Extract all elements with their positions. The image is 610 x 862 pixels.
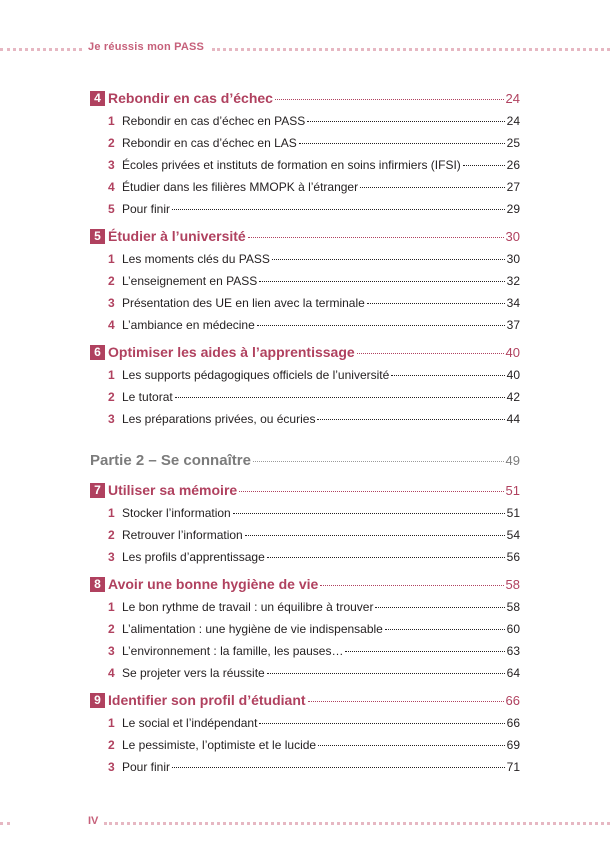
section-number: 2 bbox=[108, 390, 115, 404]
dot-leader bbox=[375, 607, 504, 608]
toc-chapter-entry[interactable] bbox=[90, 344, 520, 366]
section-label bbox=[108, 180, 358, 194]
section-page: 60 bbox=[506, 622, 520, 636]
section-page: 63 bbox=[506, 644, 520, 658]
page-folio: IV bbox=[88, 815, 99, 827]
section-page: 34 bbox=[506, 296, 520, 310]
chapter-title: Utiliser sa mémoire bbox=[108, 482, 238, 498]
section-number: 2 bbox=[108, 528, 115, 542]
toc-section-entry[interactable] bbox=[90, 202, 520, 224]
section-title: Les supports pédagogiques officiels de l’université bbox=[122, 368, 390, 382]
section-number: 2 bbox=[108, 622, 115, 636]
section-number: 4 bbox=[108, 666, 115, 680]
section-page: 66 bbox=[506, 716, 520, 730]
toc-chapter-group bbox=[90, 344, 520, 434]
toc-section-entry[interactable] bbox=[90, 506, 520, 528]
section-label bbox=[108, 136, 297, 150]
header-rule-right bbox=[212, 48, 610, 51]
toc-section-entry[interactable] bbox=[90, 114, 520, 136]
section-page: 69 bbox=[506, 738, 520, 752]
toc-chapter-group bbox=[90, 90, 520, 224]
chapter-label bbox=[90, 482, 237, 499]
footer-rule-right bbox=[104, 822, 610, 825]
section-title: Le tutorat bbox=[122, 390, 173, 404]
dot-leader bbox=[299, 143, 505, 144]
section-number: 3 bbox=[108, 412, 115, 426]
toc-section-entry[interactable] bbox=[90, 180, 520, 202]
part-title: Partie 2 – Se connaître bbox=[90, 452, 251, 469]
section-title: Le pessimiste, l’optimiste et le lucide bbox=[122, 738, 317, 752]
section-label bbox=[108, 318, 255, 332]
chapter-page: 51 bbox=[505, 483, 520, 498]
section-label bbox=[108, 738, 316, 752]
section-page: 42 bbox=[506, 390, 520, 404]
section-label bbox=[108, 528, 243, 542]
section-label bbox=[108, 716, 257, 730]
dot-leader bbox=[267, 673, 505, 674]
chapter-page: 66 bbox=[505, 693, 520, 708]
dot-leader bbox=[357, 353, 504, 354]
section-label bbox=[108, 760, 170, 774]
chapter-page: 24 bbox=[505, 91, 520, 106]
section-label bbox=[108, 390, 173, 404]
section-number: 5 bbox=[108, 202, 115, 216]
chapter-title: Optimiser les aides à l’apprentissage bbox=[108, 344, 355, 360]
toc-chapter-entry[interactable] bbox=[90, 692, 520, 714]
section-number: 1 bbox=[108, 600, 115, 614]
dot-leader bbox=[267, 557, 505, 558]
section-number: 4 bbox=[108, 318, 115, 332]
section-label bbox=[108, 368, 389, 382]
toc-section-entry[interactable] bbox=[90, 136, 520, 158]
section-title: L’enseignement en PASS bbox=[122, 274, 258, 288]
dot-leader bbox=[233, 513, 505, 514]
chapter-title: Étudier à l’université bbox=[108, 228, 246, 244]
section-number: 1 bbox=[108, 506, 115, 520]
chapter-page: 40 bbox=[505, 345, 520, 360]
toc-section-entry[interactable] bbox=[90, 716, 520, 738]
section-title: L’environnement : la famille, les pauses… bbox=[122, 644, 344, 658]
chapter-number-badge: 6 bbox=[90, 345, 105, 360]
toc-chapter-group bbox=[90, 228, 520, 340]
toc-part-2-chapters bbox=[90, 482, 520, 782]
section-number: 3 bbox=[108, 760, 115, 774]
section-title: Pour finir bbox=[122, 202, 171, 216]
toc-part-1-chapters bbox=[90, 90, 520, 434]
section-number: 2 bbox=[108, 136, 115, 150]
section-number: 4 bbox=[108, 180, 115, 194]
section-page: 30 bbox=[506, 252, 520, 266]
section-title: Stocker l’information bbox=[122, 506, 231, 520]
part-page: 49 bbox=[505, 453, 520, 468]
section-page: 71 bbox=[506, 760, 520, 774]
section-label bbox=[108, 644, 343, 658]
section-page: 27 bbox=[506, 180, 520, 194]
toc-section-entry[interactable] bbox=[90, 550, 520, 572]
section-page: 44 bbox=[506, 412, 520, 426]
toc-chapter-group bbox=[90, 692, 520, 782]
section-label bbox=[108, 252, 270, 266]
dot-leader bbox=[272, 259, 505, 260]
dot-leader bbox=[253, 461, 504, 462]
chapter-number-badge: 9 bbox=[90, 693, 105, 708]
section-label bbox=[108, 600, 373, 614]
toc-part-heading[interactable] bbox=[90, 452, 520, 478]
section-title: Pour finir bbox=[122, 760, 171, 774]
toc-section-entry[interactable] bbox=[90, 390, 520, 412]
section-label bbox=[108, 274, 257, 288]
dot-leader bbox=[345, 651, 504, 652]
section-title: Retrouver l’information bbox=[122, 528, 243, 542]
chapter-page: 30 bbox=[505, 229, 520, 244]
toc-section-entry[interactable] bbox=[90, 666, 520, 688]
section-number: 1 bbox=[108, 368, 115, 382]
dot-leader bbox=[259, 723, 504, 724]
dot-leader bbox=[307, 121, 504, 122]
section-page: 29 bbox=[506, 202, 520, 216]
dot-leader bbox=[360, 187, 505, 188]
section-number: 3 bbox=[108, 550, 115, 564]
section-title: Le social et l’indépendant bbox=[122, 716, 258, 730]
section-label bbox=[108, 622, 383, 636]
section-number: 3 bbox=[108, 644, 115, 658]
section-page: 37 bbox=[506, 318, 520, 332]
section-page: 25 bbox=[506, 136, 520, 150]
dot-leader bbox=[259, 281, 504, 282]
chapter-page: 58 bbox=[505, 577, 520, 592]
toc-chapter-entry[interactable] bbox=[90, 90, 520, 112]
dot-leader bbox=[308, 701, 504, 702]
section-page: 51 bbox=[506, 506, 520, 520]
chapter-label bbox=[90, 692, 306, 709]
toc-section-entry[interactable] bbox=[90, 368, 520, 390]
section-title: Rebondir en cas d’échec en PASS bbox=[122, 114, 306, 128]
section-number: 1 bbox=[108, 114, 115, 128]
section-title: L’ambiance en médecine bbox=[122, 318, 255, 332]
chapter-label bbox=[90, 344, 355, 361]
section-label bbox=[108, 158, 461, 172]
section-title: Le bon rythme de travail : un équilibre à trouver bbox=[122, 600, 374, 614]
section-label bbox=[108, 202, 170, 216]
dot-leader bbox=[385, 629, 505, 630]
section-number: 1 bbox=[108, 252, 115, 266]
toc-section-entry[interactable] bbox=[90, 412, 520, 434]
toc-section-entry[interactable] bbox=[90, 760, 520, 782]
section-title: Étudier dans les filières MMOPK à l’étranger bbox=[122, 180, 359, 194]
dot-leader bbox=[391, 375, 504, 376]
dot-leader bbox=[175, 397, 505, 398]
section-label bbox=[108, 114, 305, 128]
section-title: Les profils d’apprentissage bbox=[122, 550, 265, 564]
dot-leader bbox=[172, 767, 505, 768]
chapter-title: Avoir une bonne hygiène de vie bbox=[108, 576, 319, 592]
table-of-contents bbox=[90, 90, 520, 786]
toc-section-entry[interactable] bbox=[90, 528, 520, 550]
toc-section-entry[interactable] bbox=[90, 644, 520, 666]
section-number: 1 bbox=[108, 716, 115, 730]
toc-section-entry[interactable] bbox=[90, 158, 520, 180]
chapter-number-badge: 4 bbox=[90, 91, 105, 106]
section-title: Se projeter vers la réussite bbox=[122, 666, 265, 680]
toc-chapter-entry[interactable] bbox=[90, 228, 520, 250]
dot-leader bbox=[245, 535, 505, 536]
running-title: Je réussis mon PASS bbox=[88, 41, 205, 53]
section-number: 3 bbox=[108, 296, 115, 310]
chapter-label bbox=[90, 90, 273, 107]
chapter-number-badge: 8 bbox=[90, 577, 105, 592]
header-rule-left bbox=[0, 48, 82, 51]
footer-rule-left bbox=[0, 822, 10, 825]
dot-leader bbox=[320, 585, 503, 586]
section-label bbox=[108, 412, 315, 426]
section-label bbox=[108, 550, 265, 564]
section-number: 2 bbox=[108, 738, 115, 752]
dot-leader bbox=[275, 99, 504, 100]
section-number: 3 bbox=[108, 158, 115, 172]
toc-section-entry[interactable] bbox=[90, 738, 520, 760]
section-page: 24 bbox=[506, 114, 520, 128]
chapter-title: Rebondir en cas d’échec bbox=[108, 90, 273, 106]
chapter-title: Identifier son profil d’étudiant bbox=[108, 692, 306, 708]
section-page: 26 bbox=[506, 158, 520, 172]
chapter-label bbox=[90, 228, 246, 245]
chapter-label bbox=[90, 576, 318, 593]
toc-section-entry[interactable] bbox=[90, 274, 520, 296]
toc-section-entry[interactable] bbox=[90, 296, 520, 318]
toc-section-entry[interactable] bbox=[90, 318, 520, 340]
section-title: Présentation des UE en lien avec la terminale bbox=[122, 296, 365, 310]
dot-leader bbox=[463, 165, 505, 166]
dot-leader bbox=[172, 209, 505, 210]
section-page: 64 bbox=[506, 666, 520, 680]
dot-leader bbox=[239, 491, 503, 492]
dot-leader bbox=[257, 325, 505, 326]
chapter-number-badge: 5 bbox=[90, 229, 105, 244]
section-page: 58 bbox=[506, 600, 520, 614]
section-title: Les préparations privées, ou écuries bbox=[122, 412, 316, 426]
dot-leader bbox=[317, 419, 504, 420]
chapter-number-badge: 7 bbox=[90, 483, 105, 498]
section-number: 2 bbox=[108, 274, 115, 288]
section-label bbox=[108, 666, 265, 680]
section-label bbox=[108, 296, 365, 310]
section-page: 56 bbox=[506, 550, 520, 564]
section-title: Rebondir en cas d’échec en LAS bbox=[122, 136, 297, 150]
toc-chapter-group bbox=[90, 482, 520, 572]
section-label bbox=[108, 506, 231, 520]
toc-chapter-group bbox=[90, 576, 520, 688]
section-title: Écoles privées et instituts de formation en soins infirmiers (IFSI) bbox=[122, 158, 461, 172]
dot-leader bbox=[318, 745, 505, 746]
section-title: L’alimentation : une hygiène de vie indispensable bbox=[122, 622, 383, 636]
toc-section-entry[interactable] bbox=[90, 622, 520, 644]
dot-leader bbox=[367, 303, 505, 304]
toc-section-entry[interactable] bbox=[90, 252, 520, 274]
toc-chapter-entry[interactable] bbox=[90, 576, 520, 598]
toc-section-entry[interactable] bbox=[90, 600, 520, 622]
section-title: Les moments clés du PASS bbox=[122, 252, 270, 266]
section-page: 40 bbox=[506, 368, 520, 382]
section-page: 32 bbox=[506, 274, 520, 288]
toc-chapter-entry[interactable] bbox=[90, 482, 520, 504]
dot-leader bbox=[248, 237, 504, 238]
section-page: 54 bbox=[506, 528, 520, 542]
